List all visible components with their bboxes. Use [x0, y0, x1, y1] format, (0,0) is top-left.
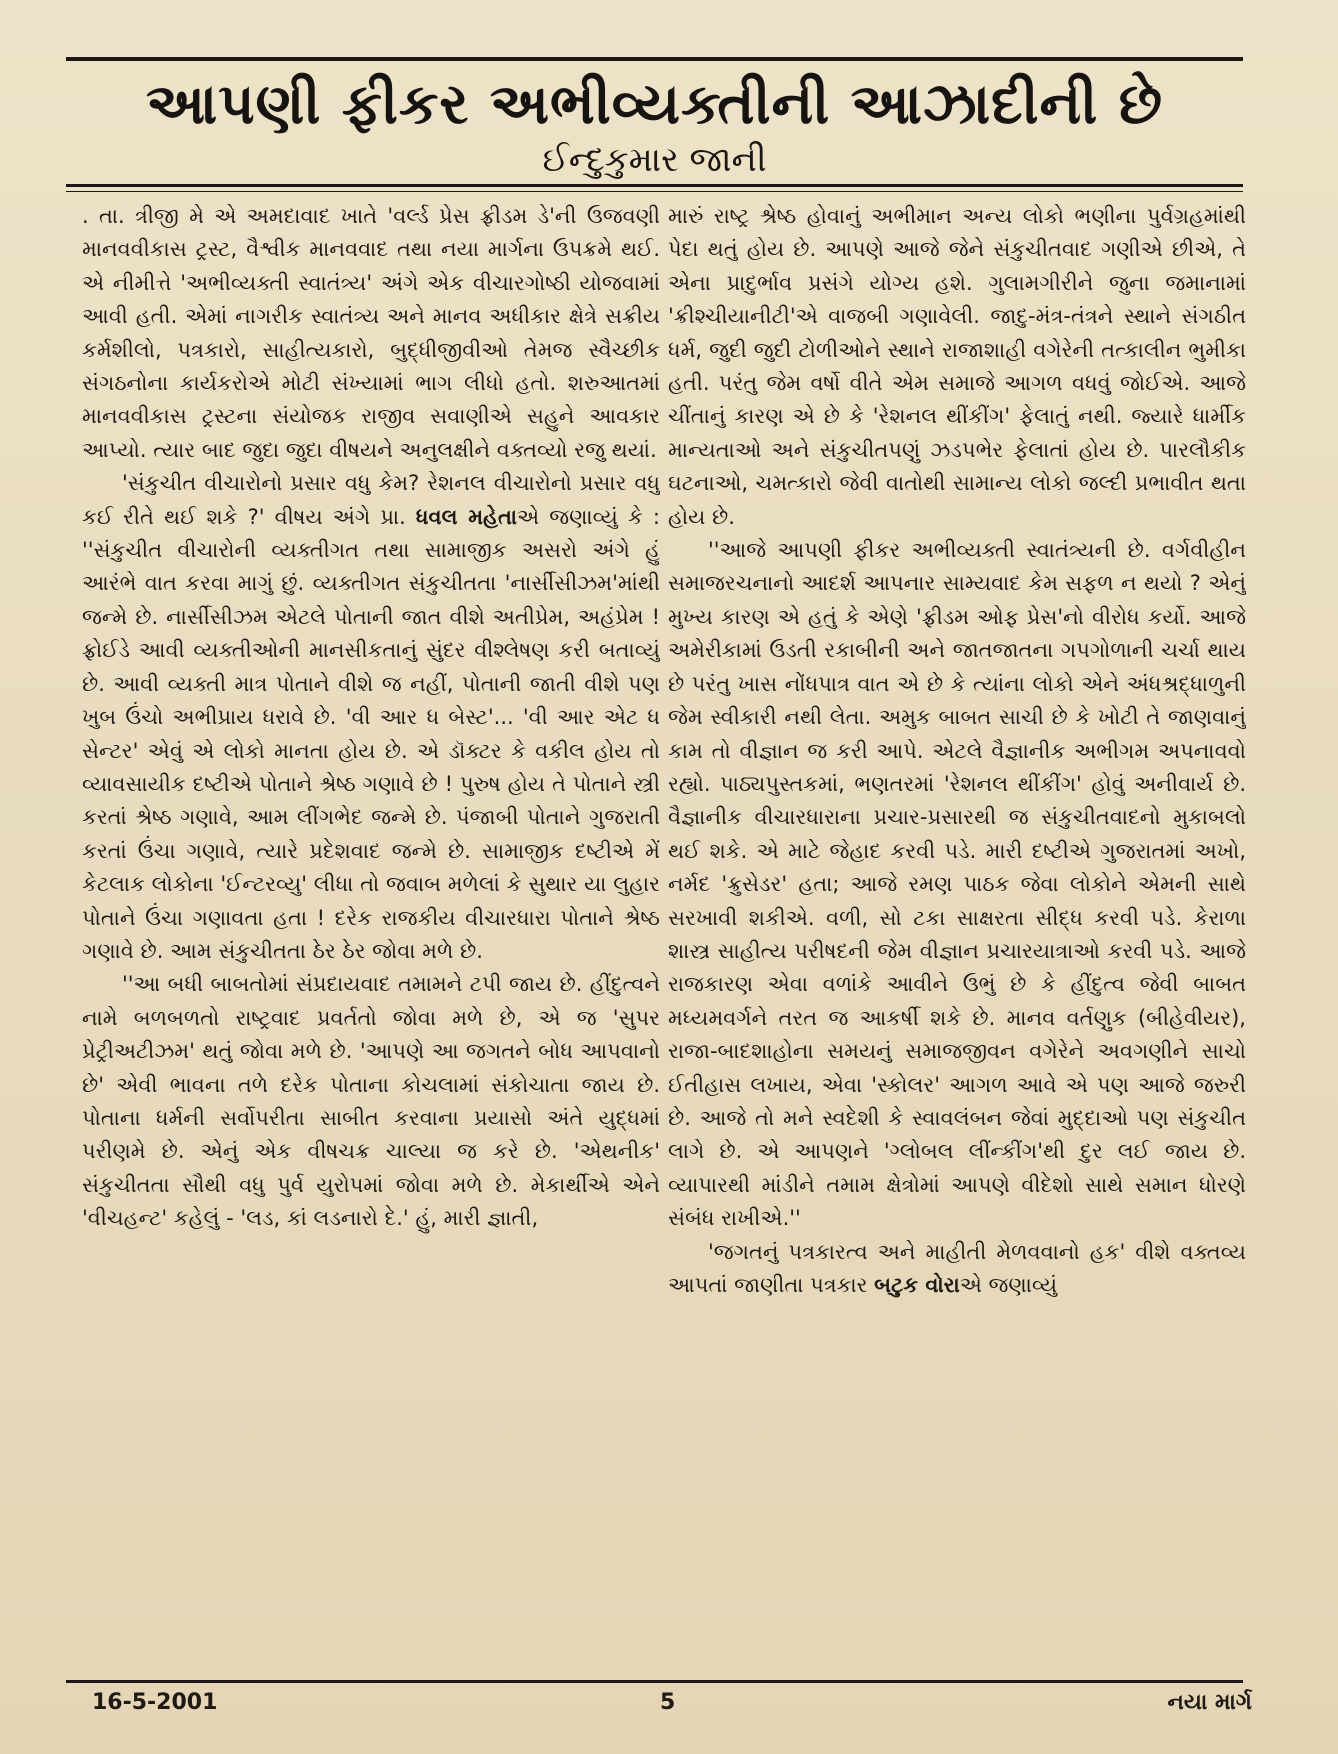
speaker-name: બટુક વોરા — [874, 1273, 960, 1297]
header-rule-thin — [66, 191, 1243, 192]
paragraph — [668, 1236, 1246, 1303]
paragraph-text: 'જગતનું પત્રકારત્વ અને માહીતી મેળવવાનો હક' વીશે વક્તવ્ય આપતાં જાણીતા પત્રકાર — [668, 1239, 1246, 1297]
paragraph-text: એ જણાવ્યું કે : ''સંકુચીત વીચારોની વ્યક્તીગત તથા સામાજીક અસરો અંગે હું આરંભે વાત કરવા માગું છું. વ્યક્તીગત સંકુચીતતા 'નાર્સીસીઝમ'માંથી જન્મે છે. નાર્સીસીઝમ એટલે પોતાની જાત વીશે અતીપ્રેમ, અહંપ્રેમ ! ફ્રોઈડે આવી વ્યક્તીઓની માનસીકતાનું સુંદર વીશ્લેષણ કરી બતાવ્યું છે. આવી વ્યક્તી માત્ર પોતાને વીશે જ નહીં, પોતાની જાતી વીશે પણ ખુબ ઉંચો અભીપ્રાય ધરાવે છે. 'વી આર ધ બેસ્ટ'... 'વી આર એટ ધ સેન્ટર' એવું એ લોકો માનતા હોય છે. એ ડૉક્ટર કે વકીલ હોય તો વ્યાવસાયીક દષ્ટીએ પોતાને શ્રેષ્ઠ ગણાવે છે ! પુરુષ હોય તે પોતાને સ્ત્રી કરતાં શ્રેષ્ઠ ગણાવે, આમ લીંગભેદ જન્મે છે. પંજાબી પોતાને ગુજરાતી કરતાં ઉંચા ગણાવે, ત્યારે પ્રદેશવાદ જન્મે છે. સામાજીક દષ્ટીએ મેં કેટલાક લોકોના 'ઈન્ટરવ્યુ' લીધા તો જવાબ મળેલાં કે સુથાર યા લુહાર પોતાને ઉંચા ગણાવતા હતા ! દરેક રાજકીય વીચારધારા પોતાને શ્રેષ્ઠ ગણાવે છે. આમ સંકુચીતતા ઠેર ઠેર જોવા મળે છે. — [82, 504, 660, 963]
speaker-name: ધવલ મહેતા — [415, 504, 518, 529]
footer-rule — [66, 1680, 1243, 1683]
paragraph — [82, 467, 660, 968]
paragraph: ''આજે આપણી ફીકર અભીવ્યક્તી સ્વાતંત્ર્યની છે. વર્ગવીહીન સમાજરચનાનો આદર્શ આપનાર સામ્યવાદ કેમ સફળ ન થયો ? એનું મુખ્ય કારણ એ હતું કે એણે 'ફ્રીડમ ઓફ પ્રેસ'નો વીરોધ કર્યો. આજે અમેરીકામાં ઉડતી રકાબીની અને જાતજાતના ગપગોળાની ચર્ચા થાય છે પરંતુ ખાસ નોંધપાત્ર વાત એ છે કે ત્યાંના લોકો એને અંધશ્રદ્ધાળુની જેમ સ્વીકારી નથી લેતા. અમુક બાબત સાચી છે કે ખોટી તે જાણવાનું કામ તો વીજ્ઞાન જ કરી આપે. એટલે વૈજ્ઞાનીક અભીગમ અપનાવવો રહ્યો. પાઠ્યપુસ્તકમાં, ભણતરમાં 'રેશનલ થીંકીંગ' હોવું અનીવાર્ય છે. વૈજ્ઞાનીક વીચારધારાના પ્રચાર-પ્રસારથી જ સંકુચીતવાદનો મુકાબલો થઈ શકે. એ માટે જેહાદ કરવી પડે. મારી દષ્ટીએ ગુજરાતમાં અખો, નર્મદ 'ક્રુસેડર' હતા; આજે રમણ પાઠક જેવા લોકોને એમની સાથે સરખાવી શકીએ. વળી, સો ટકા સાક્ષરતા સીદ્ધ કરવી પડે. કેરાળા શાસ્ત્ર સાહીત્ય પરીષદની જેમ વીજ્ઞાન પ્રચારયાત્રાઓ કરવી પડે. આજે રાજકારણ એવા વળાંકે આવીને ઉભું છે કે હીંદુત્વ જેવી બાબત મધ્યમવર્ગને તરત જ આકર્ષી શકે છે. માનવ વર્તણુક (બીહેવીયર), રાજા-બાદશાહોના સમયનું સમાજજીવન વગેરેને અવગણીને સાચો ઈતીહાસ લખાય, એવા 'સ્કોલર' આગળ આવે એ પણ આજે જરુરી છે. આજે તો મને સ્વદેશી કે સ્વાવલંબન જેવાં મુદ્દાઓ પણ સંકુચીત લાગે છે. એ આપણને 'ગ્લોબલ લીંન્કીંગ'થી દુર લઈ જાય છે. વ્યાપારથી માંડીને તમામ ક્ષેત્રોમાં આપણે વીદેશો સાથે સમાન ધોરણે સંબંધ રાખીએ.'' — [668, 538, 1246, 1231]
magazine-name: નયા માર્ગ — [1167, 1690, 1252, 1715]
paragraph-text: 'સંકુચીત વીચારોનો પ્રસાર વધુ કેમ? રેશનલ વીચારોનો પ્રસાર વધુ કઈ રીતે થઈ શકે ?' વીષય અંગે પ્રા. — [82, 471, 660, 529]
article-title: આપણી ફીકર અભીવ્યક્તીની આઝાદીની છે — [145, 72, 1164, 137]
paragraph: . તા. ત્રીજી મે એ અમદાવાદ ખાતે 'વર્લ્ડ પ્રેસ ફ્રીડમ ડે'ની ઉજવણી માનવવીકાસ ટ્રસ્ટ, વૈશ્વીક માનવવાદ તથા નયા માર્ગના ઉપક્રમે થઈ. એ નીમીત્તે 'અભીવ્યક્તી સ્વાતંત્ર્ય' અંગે એક વીચારગોષ્ઠી યોજવામાં આવી હતી. એમાં નાગરીક સ્વાતંત્ર્ય અને માનવ અધીકાર ક્ષેત્રે સક્રીય કર્મશીલો, પત્રકારો, સાહીત્યકારો, બુદ્ધીજીવીઓ તેમજ સ્વૈચ્છીક સંગઠનોના કાર્યકરોએ મોટી સંખ્યામાં ભાગ લીધો હતો. શરુઆતમાં માનવવીકાસ ટ્રસ્ટના સંયોજક રાજીવ સવાણીએ સહુને આવકાર આપ્યો. ત્યાર બાદ જુદા જુદા વીષયને અનુલક્ષીને વક્તવ્યો રજુ થયાં. — [82, 204, 660, 462]
issue-date: 16-5-2001 — [92, 1690, 218, 1715]
paragraph-text: એ જણાવ્યું — [959, 1273, 1058, 1297]
top-rule — [66, 57, 1243, 61]
article-author: ઈન્દુકુમાર જાની — [542, 140, 767, 180]
paragraph: ''આ બધી બાબતોમાં સંપ્રદાયવાદ તમામને ટપી જાય છે. હીંદુત્વને નામે બળબળતો રાષ્ટ્રવાદ પ્રવર્તતો જોવા મળે છે, એ જ 'સુપર પ્રેટ્રીઅટીઝમ' થતું જોવા મળે છે. 'આપણે આ જગતને બોધ આપવાનો છે' એવી ભાવના તળે દરેક પોતાના કોચલામાં સંકોચાતા જાય છે. પોતાના ધર્મની સર્વોપરીતા સાબીત કરવાના પ્રયાસો અંતે યુદ્ધમાં પરીણમે છે. એનું એક વીષચક્ર ચાલ્યા જ કરે છે. 'એથનીક' સંકુચીતતા સૌથી વધુ પુર્વ યુરોપમાં જોવા મળે છે. મેકાર્થીએ એને 'વીચહન્ટ' કહેલું - 'લડ, કાં લડનારો દે.' હું, મારી જ્ઞાતી, — [82, 972, 660, 1231]
left-column — [82, 200, 660, 1670]
right-column — [668, 200, 1246, 1670]
header-rule — [66, 184, 1243, 187]
page-number: 5 — [660, 1690, 676, 1715]
paragraph: મારું રાષ્ટ્ર શ્રેષ્ઠ હોવાનું અભીમાન અન્ય લોકો ભણીના પુર્વગ્રહમાંથી પેદા થતું હોય છે. આપણે આજે જેને સંકુચીતવાદ ગણીએ છીએ, તે એના પ્રાદુર્ભાવ પ્રસંગે યોગ્ય હશે. ગુલામગીરીને જુના જમાનામાં 'ક્રીશ્ચીયાનીટી'એ વાજબી ગણાવેલી. જાદુ-મંત્ર-તંત્રને સ્થાને સંગઠીત ધર્મ, જુદી જુદી ટોળીઓને સ્થાને રાજાશાહી વગેરેની તત્કાલીન ભુમીકા હતી. પરંતુ જેમ વર્ષો વીતે એમ સમાજે આગળ વધવું જોઈએ. આજે ચીંતાનું કારણ એ છે કે 'રેશનલ થીંકીંગ' ફેલાતું નથી. જ્યારે ધાર્મીક માન્યતાઓ અને સંકુચીતપણું ઝડપભેર ફેલાતાં હોય છે. પારલૌકીક ઘટનાઓ, ચમત્કારો જેવી વાતોથી સામાન્ય લોકો જલ્દી પ્રભાવીત થતા હોય છે. — [668, 204, 1246, 529]
